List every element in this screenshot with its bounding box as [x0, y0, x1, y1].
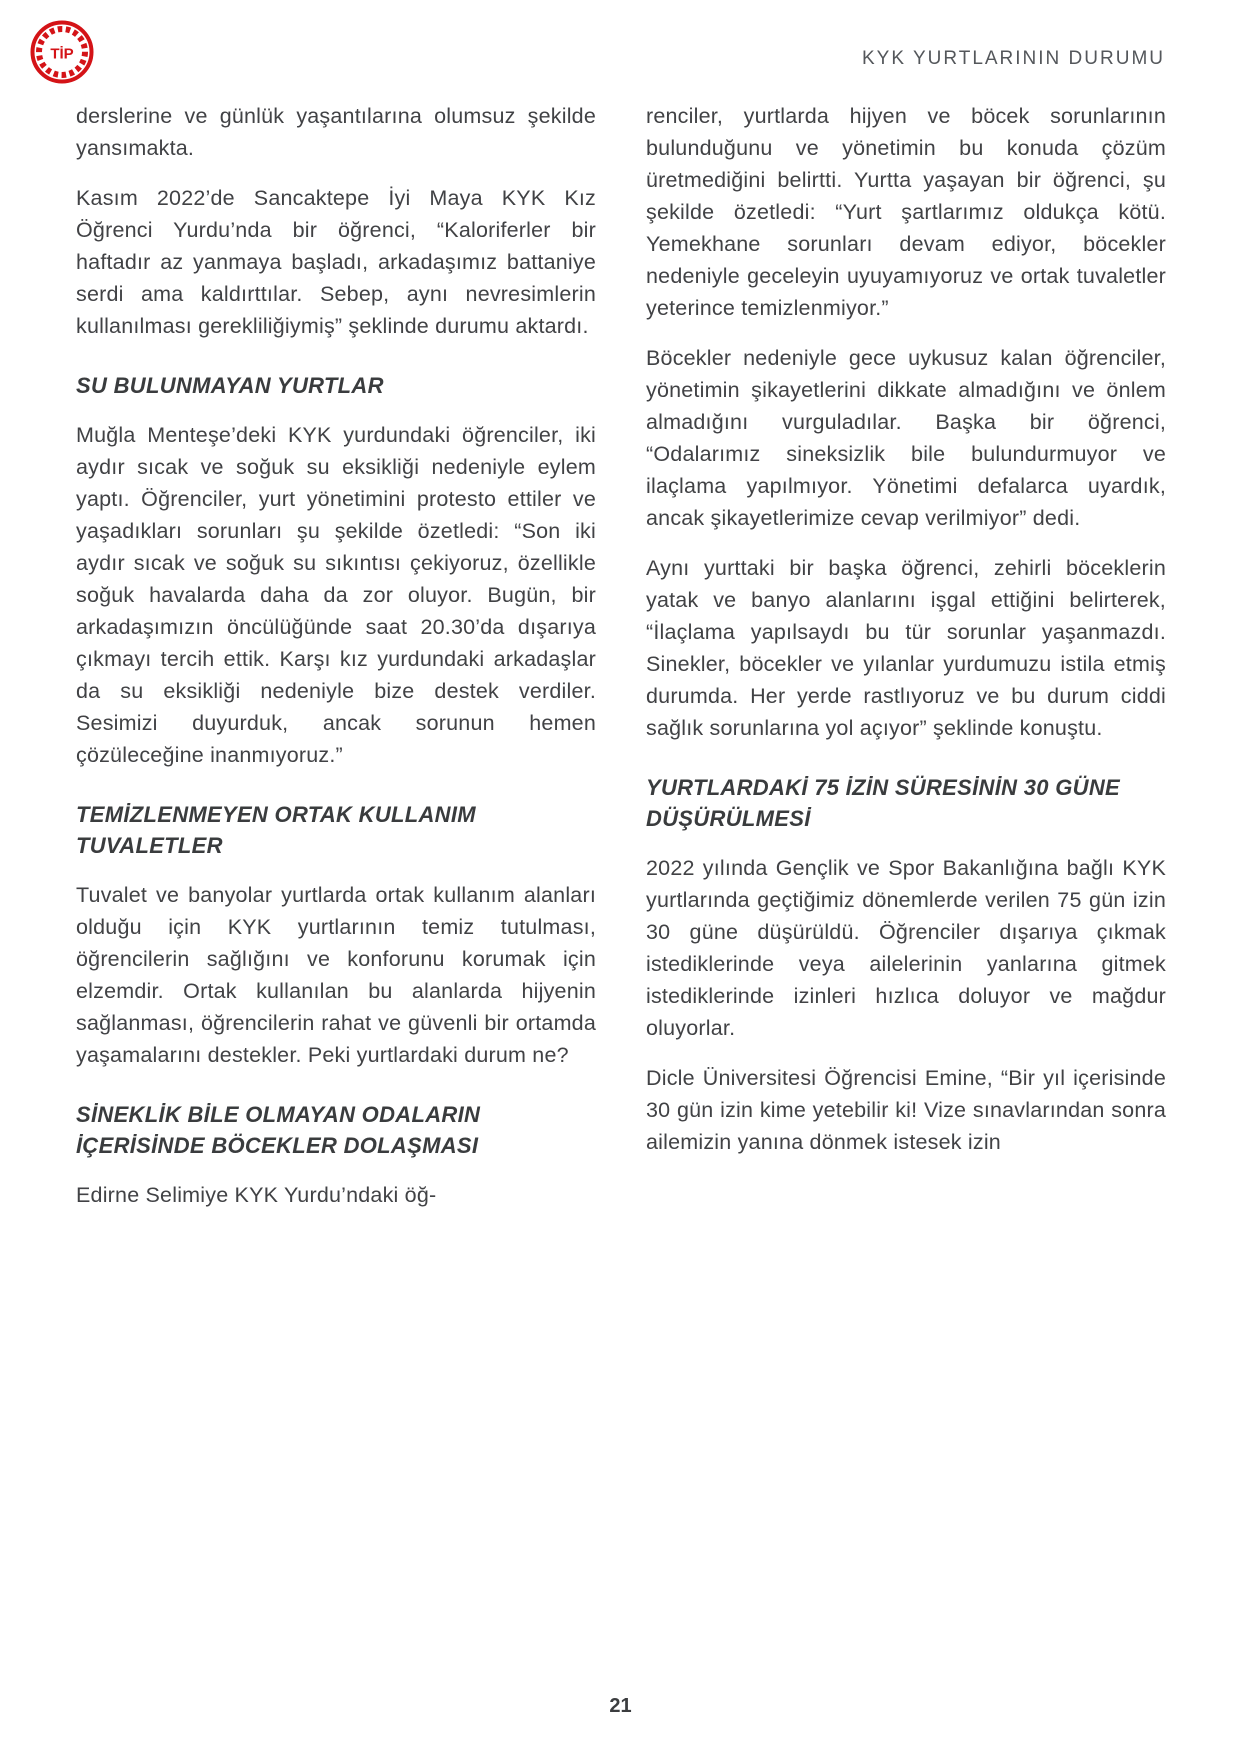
section-heading: YURTLARDAKİ 75 İZİN SÜRESİNİN 30 GÜNE DÜŞÜRÜLMESİ: [646, 775, 1120, 831]
paragraph: Muğla Menteşe’deki KYK yurdundaki öğrenciler, iki aydır sıcak ve soğuk su eksikliği nedeniyle eylem yaptı. Öğrenciler, yurt yönetimini protesto ettiler ve yaşadıkları sorunları şu şekilde özetledi: “Son iki aydır sıcak ve soğuk su sıkıntısı çekiyoruz, özellikle soğuk havalarda daha da zor oluyor. Bugün, bir arkadaşımızın öncülüğünde saat 20.30’da dışarıya çıkmayı tercih ettik. Karşı kız yurdundaki arkadaşlar da su eksikliği nedeniyle bize destek verdiler. Sesimizi duyurduk, ancak sorunun hemen çözüleceğine inanmıyoruz.”: [76, 423, 596, 767]
paragraph: 2022 yılında Gençlik ve Spor Bakanlığına bağlı KYK yurtlarında geçtiğimiz dönemlerde verilen 75 gün izin 30 güne düşürüldü. Öğrenciler dışarıya çıkmak istediklerinde veya ailelerinin yanlarına gitmek istediklerinde izinleri hızlıca doluyor ve mağdur oluyorlar.: [646, 856, 1166, 1040]
paragraph: renciler, yurtlarda hijyen ve böcek sorunlarının bulunduğunu ve yönetimin bu konuda çözüm üretmediğini belirtti. Yurtta yaşayan bir öğrenci, şu şekilde özetledi: “Yurt şartlarımız oldukça kötü. Yemekhane sorunları devam ediyor, böcekler nedeniyle geceleyin uyuyamıyoruz ve ortak tuvaletler yeterince temizlenmiyor.”: [646, 104, 1166, 320]
article-body: [76, 100, 1166, 1229]
paragraph: Tuvalet ve banyolar yurtlarda ortak kullanım alanları olduğu için KYK yurtlarının temiz tutulması, öğrencilerin sağlığını ve konforunu korumak için elzemdir. Ortak kullanılan bu alanlarda hijyenin sağlanması, öğrencilerin rahat ve güvenli bir ortamda yaşamalarını destekler. Peki yurtlardaki durum ne?: [76, 883, 596, 1067]
page-number: 21: [609, 1695, 632, 1717]
right-column: [646, 100, 1166, 1229]
logo-text: TİP: [50, 45, 74, 63]
section-heading: TEMİZLENMEYEN ORTAK KULLANIM TUVALETLER: [76, 802, 476, 858]
left-column: [76, 100, 596, 1229]
paragraph: Edirne Selimiye KYK Yurdu’ndaki öğ-: [76, 1183, 437, 1207]
tip-party-logo: [30, 20, 94, 84]
paragraph: Aynı yurttaki bir başka öğrenci, zehirli böceklerin yatak ve banyo alanlarını işgal ettiğini belirterek, “İlaçlama yapılsaydı bu tür sorunlar yaşanmazdı. Sinekler, böcekler ve yılanlar yurdumuzu istila etmiş durumda. Her yerde rastlıyoruz ve bu durum ciddi sağlık sorunlarına yol açıyor” şeklinde konuştu.: [646, 556, 1166, 740]
paragraph: derslerine ve günlük yaşantılarına olumsuz şekilde yansımakta.: [76, 104, 596, 160]
paragraph: Böcekler nedeniyle gece uykusuz kalan öğrenciler, yönetimin şikayetlerini dikkate almadığını ve önlem almadığını vurguladılar. Başka bir öğrenci, “Odalarımız sineksizlik bile bulundurmuyor ve ilaçlama yapılmıyor. Yönetimi defalarca uyardık, ancak şikayetlerimize cevap verilmiyor” dedi.: [646, 346, 1166, 530]
page-header-title: KYK YURTLARININ DURUMU: [861, 48, 1165, 69]
section-heading: SU BULUNMAYAN YURTLAR: [76, 373, 384, 398]
section-heading: SİNEKLİK BİLE OLMAYAN ODALARIN İÇERİSİNDE BÖCEKLER DOLAŞMASI: [76, 1102, 481, 1158]
tip-logo-icon: [30, 20, 94, 84]
paragraph: Kasım 2022’de Sancaktepe İyi Maya KYK Kız Öğrenci Yurdu’nda bir öğrenci, “Kaloriferler bir haftadır az yanmaya başladı, arkadaşımız battaniye serdi ama kaldırttılar. Sebep, aynı nevresimlerin kullanılması gerekliliğiymiş” şeklinde durumu aktardı.: [76, 186, 596, 338]
paragraph: Dicle Üniversitesi Öğrencisi Emine, “Bir yıl içerisinde 30 gün izin kime yetebilir ki! Vize sınavlarından sonra ailemizin yanına dönmek istesek izin: [646, 1066, 1166, 1154]
